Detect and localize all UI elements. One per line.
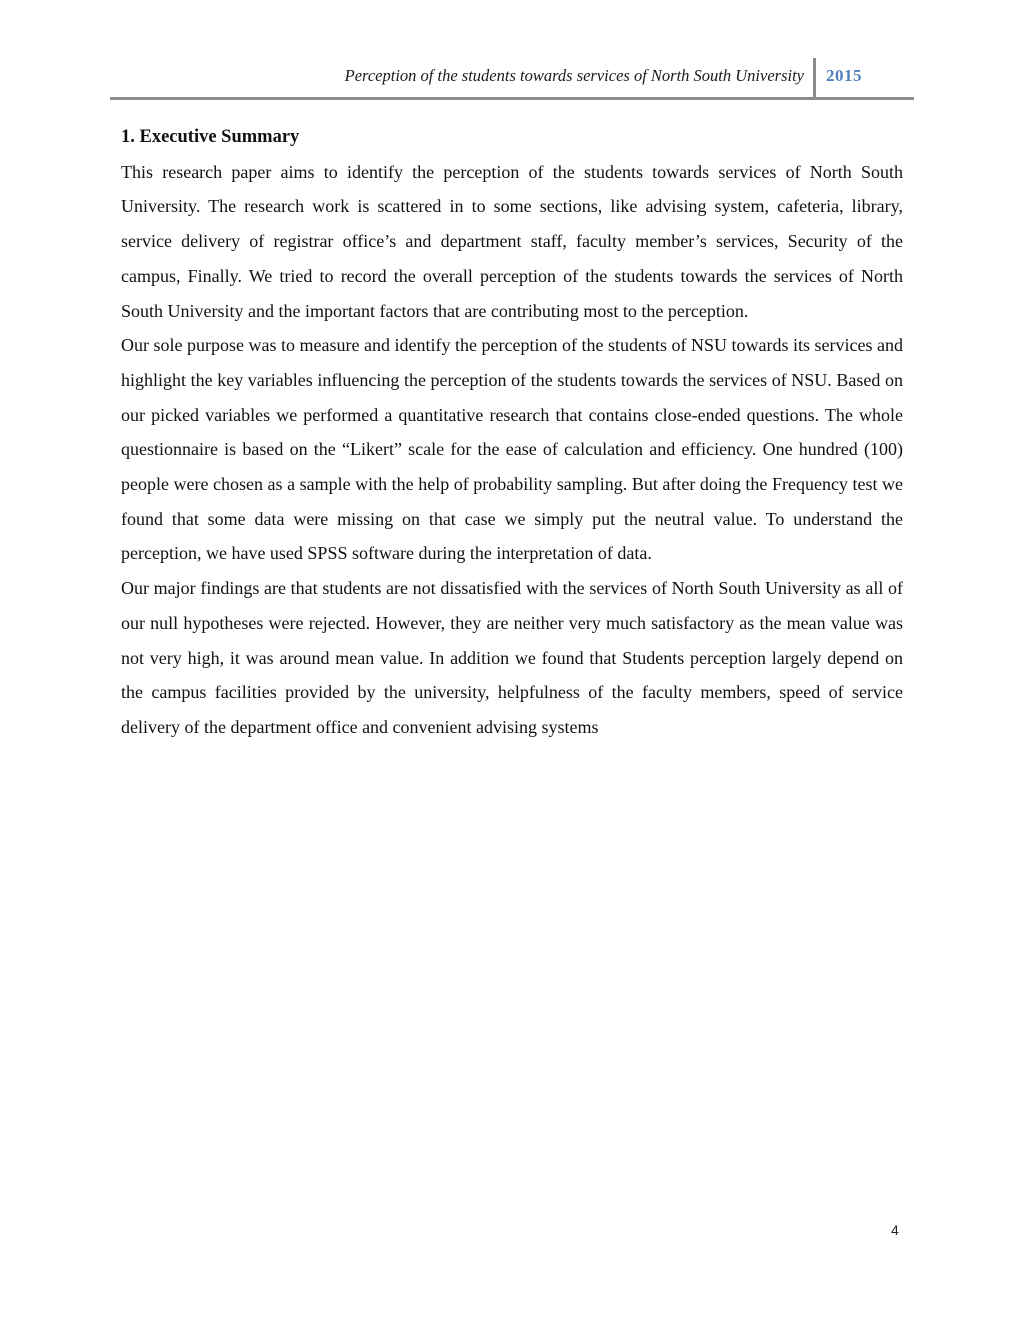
paragraph-1: This research paper aims to identify the perception of the students towards services of North South University. The research work is scattered in to some sections, like advising system, cafeteria, library, service delivery of registrar office’s and department staff, faculty member’s services, Security of the campus, Finally. We tried to record the overall perception of the students towards the services of North South University and the important factors that are contributing most to the perception. (121, 161, 903, 321)
paragraph-3: Our major findings are that students are not dissatisfied with the services of North South University as all of our null hypotheses were rejected. However, they are neither very much satisfactory as the mean value was not very high, it was around mean value. In addition we found that Students perception largely depend on the campus facilities provided by the university, helpfulness of the faculty members, speed of service delivery of the department office and convenient advising systems (121, 578, 903, 737)
section-heading: 1. Executive Summary (121, 127, 300, 147)
header-year: 2015 (826, 66, 862, 85)
header-rule (110, 97, 914, 100)
header-title: Perception of the students towards services of North South University (344, 66, 804, 85)
main-content (121, 120, 903, 745)
page-header (110, 58, 914, 100)
paragraph-2: Our sole purpose was to measure and identify the perception of the students of NSU towards its services and highlight the key variables influencing the perception of the students towards the services of NSU. Based on our picked variables we performed a quantitative research that contains close-ended questions. The whole questionnaire is based on the “Likert” scale for the ease of calculation and efficiency. One hundred (100) people were chosen as a sample with the help of probability sampling. But after doing the Frequency test we found that some data were missing on that case we simply put the neutral value. To understand the perception, we have used SPSS software during the interpretation of data. (121, 335, 903, 564)
header-divider (813, 58, 816, 98)
page-number: 4 (891, 1222, 899, 1238)
